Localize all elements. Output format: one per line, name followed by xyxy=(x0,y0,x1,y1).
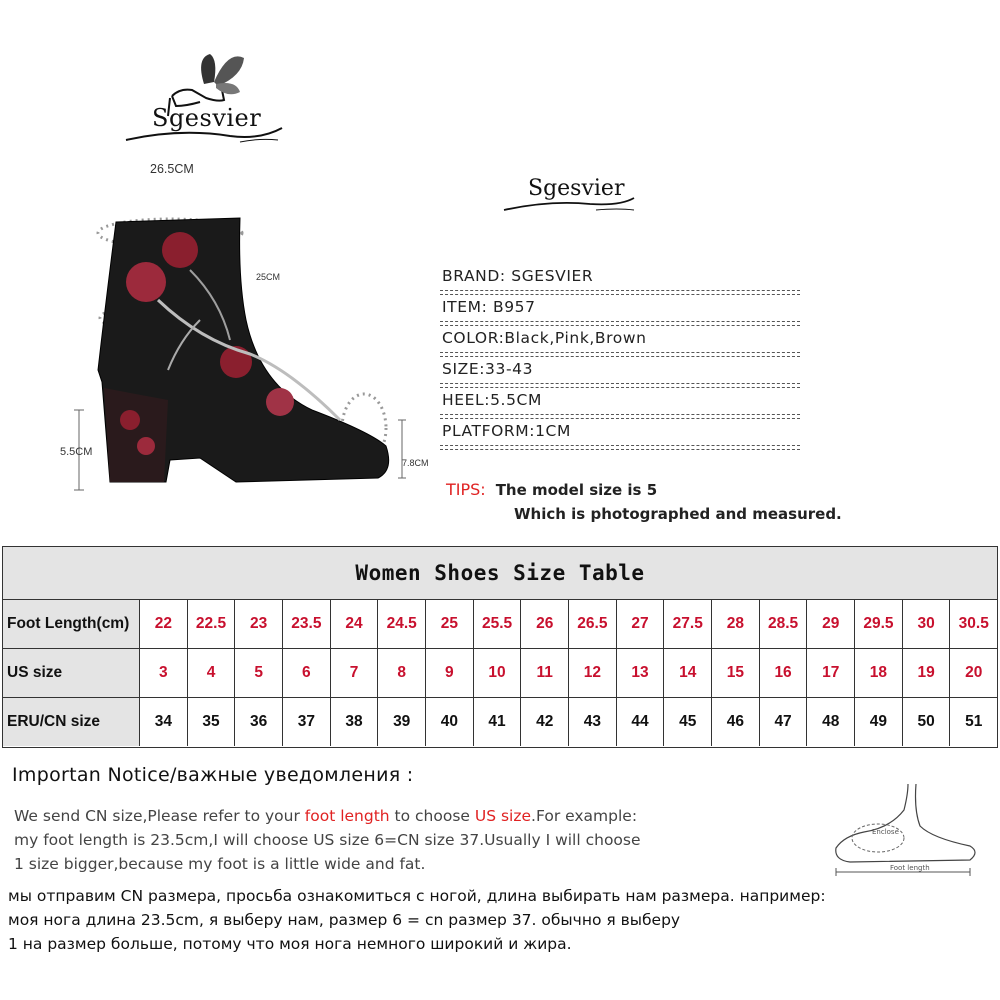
table-cell: 37 xyxy=(283,698,331,746)
heel-height-label: 5.5CM xyxy=(60,446,93,458)
table-cell: 30 xyxy=(903,600,951,648)
spec-brand: BRAND: SGESVIER xyxy=(440,262,800,293)
table-cell: 19 xyxy=(903,649,951,697)
foot-measure-diagram xyxy=(820,780,990,880)
table-cell: 43 xyxy=(569,698,617,746)
table-cell: 48 xyxy=(807,698,855,746)
us-size-highlight: US size xyxy=(474,807,532,825)
table-cell: 22.5 xyxy=(188,600,236,648)
brand-name-secondary: Sgesvier xyxy=(528,176,625,201)
table-cell: 15 xyxy=(712,649,760,697)
table-cell: 23.5 xyxy=(283,600,331,648)
table-cell: 7 xyxy=(331,649,379,697)
table-cell: 12 xyxy=(569,649,617,697)
table-cell: 25.5 xyxy=(474,600,522,648)
table-cell: 50 xyxy=(903,698,951,746)
table-cell: 6 xyxy=(283,649,331,697)
spec-item: ITEM: B957 xyxy=(440,293,800,324)
table-cell: 18 xyxy=(855,649,903,697)
size-table-title: Women Shoes Size Table xyxy=(3,547,997,600)
table-cell: 24 xyxy=(331,600,379,648)
table-cell: 3 xyxy=(140,649,188,697)
table-cell: 11 xyxy=(521,649,569,697)
butterfly-shoe-icon xyxy=(120,40,290,160)
enclose-label: Enclose xyxy=(872,828,899,836)
foot-icon xyxy=(820,780,990,880)
table-row-foot-length xyxy=(3,600,997,649)
size-table xyxy=(2,546,998,748)
table-cell: 27 xyxy=(617,600,665,648)
table-cell: 26 xyxy=(521,600,569,648)
notice-ru-line-3: 1 на размер больше, потому что моя нога немного широкий и жира. xyxy=(8,935,572,953)
notice-russian xyxy=(8,884,826,956)
spec-heel: HEEL:5.5CM xyxy=(440,386,800,417)
spec-size: SIZE:33-43 xyxy=(440,355,800,386)
row-header: US size xyxy=(3,649,140,697)
notice-ru-line-2: моя нога длина 23.5cm, я выберу нам, размер 6 = cn размер 37. обычно я выберу xyxy=(8,911,681,929)
table-cell: 36 xyxy=(235,698,283,746)
table-cell: 51 xyxy=(965,713,983,730)
table-cell: 20 xyxy=(965,664,983,681)
notice-en-line-1: We send CN size,Please refer to your foot length to choose US size.For example: xyxy=(14,807,638,825)
table-cell: 23 xyxy=(235,600,283,648)
shaft-circumference-label: 25CM xyxy=(256,272,281,282)
table-cell: 49 xyxy=(855,698,903,746)
notice-ru-line-1: мы отправим CN размера, просьба ознакомиться с ногой, длина выбирать нам размера. например: xyxy=(8,887,826,905)
table-cell: 35 xyxy=(188,698,236,746)
table-cell: 14 xyxy=(664,649,712,697)
table-cell: 9 xyxy=(426,649,474,697)
table-cell: 44 xyxy=(617,698,665,746)
table-cell: 5 xyxy=(235,649,283,697)
notice-english xyxy=(14,804,641,876)
table-cell: 25 xyxy=(426,600,474,648)
table-cell: 4 xyxy=(188,649,236,697)
brand-logo-secondary xyxy=(500,168,650,228)
table-cell: 22 xyxy=(140,600,188,648)
table-cell: 8 xyxy=(378,649,426,697)
spec-platform: PLATFORM:1CM xyxy=(440,417,800,448)
table-cell: 34 xyxy=(140,698,188,746)
table-cell: 10 xyxy=(474,649,522,697)
table-cell: 26.5 xyxy=(569,600,617,648)
table-cell: 24.5 xyxy=(378,600,426,648)
brand-logo xyxy=(120,40,290,160)
tips-text-2: Which is photographed and measured. xyxy=(514,505,842,523)
table-cell: 28 xyxy=(712,600,760,648)
notice-title: Importan Notice/важные уведомления : xyxy=(12,764,414,786)
tips-line-1 xyxy=(446,480,657,499)
table-cell: 38 xyxy=(331,698,379,746)
table-cell: 41 xyxy=(474,698,522,746)
notice-en-line-3: 1 size bigger,because my foot is a little wide and fat. xyxy=(14,855,426,873)
tips-text-1: The model size is 5 xyxy=(495,481,658,499)
spec-list xyxy=(440,262,800,448)
table-cell: 17 xyxy=(807,649,855,697)
table-cell: 13 xyxy=(617,649,665,697)
row-header: Foot Length(cm) xyxy=(3,600,140,648)
boot-illustration xyxy=(50,170,450,510)
top-circumference-label: 26.5CM xyxy=(150,162,194,176)
table-cell: 46 xyxy=(712,698,760,746)
brand-name: Sgesvier xyxy=(152,104,262,132)
table-cell: 28.5 xyxy=(760,600,808,648)
table-row-us-size xyxy=(3,649,997,698)
table-cell: 39 xyxy=(378,698,426,746)
foot-length-highlight: foot length xyxy=(304,807,390,825)
table-cell: 29.5 xyxy=(855,600,903,648)
table-row-eu-cn-size xyxy=(3,698,997,746)
tips-label: TIPS: xyxy=(446,480,486,499)
table-cell: 29 xyxy=(807,600,855,648)
table-cell: 42 xyxy=(521,698,569,746)
table-cell: 45 xyxy=(664,698,712,746)
notice-en-line-2: my foot length is 23.5cm,I will choose US size 6=CN size 37.Usually I will choose xyxy=(14,831,641,849)
table-cell: 47 xyxy=(760,698,808,746)
table-cell: 30.5 xyxy=(958,615,989,632)
foot-length-label: Foot length xyxy=(890,864,930,872)
boot-image xyxy=(50,162,450,510)
table-cell: 40 xyxy=(426,698,474,746)
row-header: ERU/CN size xyxy=(3,698,140,746)
ankle-height-label: 7.8CM xyxy=(402,458,429,468)
table-cell: 16 xyxy=(760,649,808,697)
table-cell: 27.5 xyxy=(664,600,712,648)
spec-color: COLOR:Black,Pink,Brown xyxy=(440,324,800,355)
